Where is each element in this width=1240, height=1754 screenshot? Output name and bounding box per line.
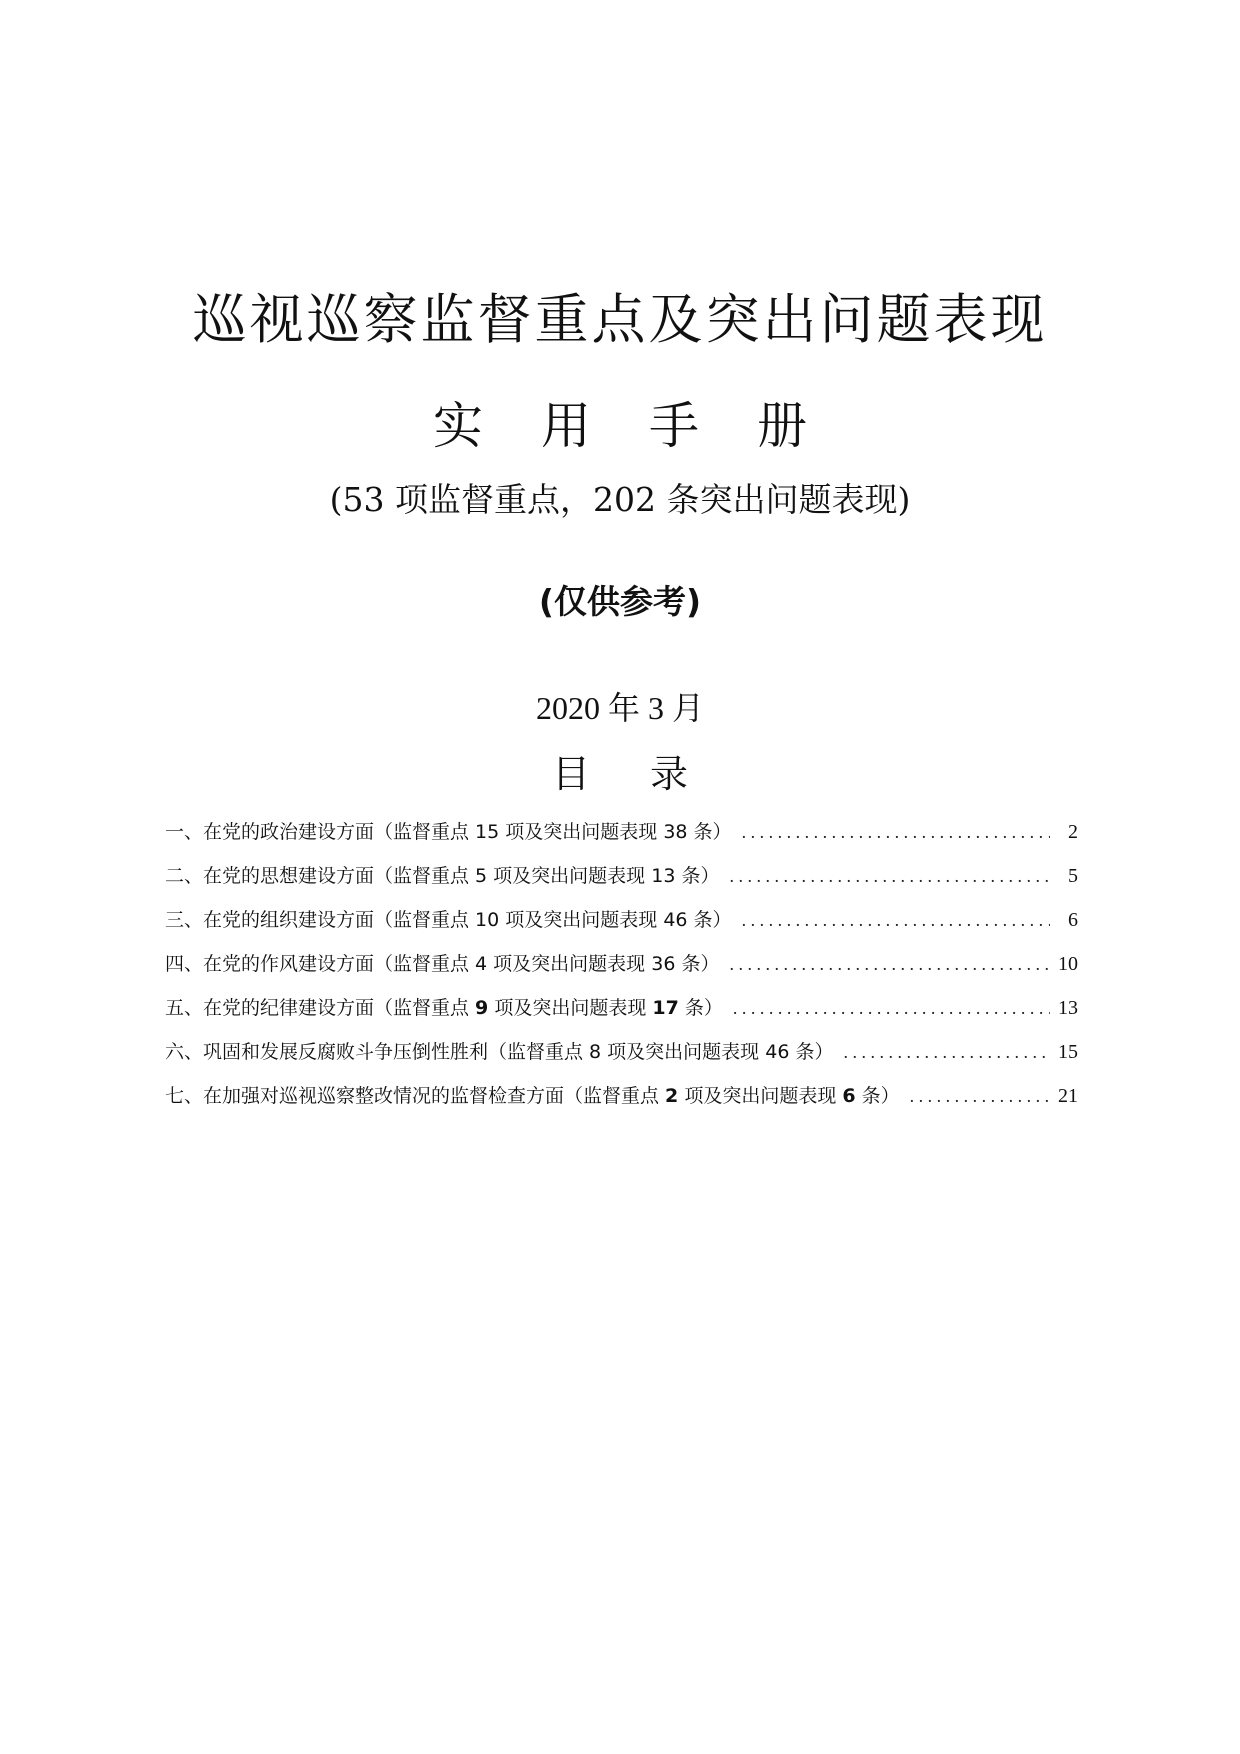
toc-leader-dots (742, 898, 1050, 942)
toc-entry-issue-count: 6 (842, 1085, 856, 1107)
toc-entry-2[interactable] (165, 854, 1078, 898)
toc-title: 目录 (551, 752, 748, 796)
toc-entry-issue-count: 46 (765, 1041, 790, 1063)
table-of-contents (165, 810, 1078, 1118)
reference-note: (仅供参考) (538, 582, 702, 621)
document-date: 2020 年 3 月 (535, 690, 704, 726)
toc-page-number: 5 (1068, 865, 1078, 887)
toc-page-number: 15 (1058, 1041, 1078, 1063)
toc-page-number: 6 (1068, 909, 1078, 931)
toc-leader-dots (910, 1074, 1050, 1118)
toc-entry-issue-count: 46 (663, 909, 688, 931)
document-title: 巡视巡察监督重点及突出问题表现 (192, 288, 1048, 351)
document-subtitle: 实用手册 (433, 397, 865, 455)
toc-entry-5[interactable] (165, 986, 1078, 1030)
toc-page-number: 10 (1058, 953, 1078, 975)
toc-entry-1[interactable] (165, 810, 1078, 854)
toc-entry-3[interactable] (165, 898, 1078, 942)
toc-leader-dots (729, 854, 1050, 898)
toc-entry-text: 二、在党的思想建设方面（监督重点 5 项及突出问题表现 13 条） (165, 865, 720, 887)
toc-page-number: 2 (1068, 821, 1078, 843)
toc-page-number: 21 (1058, 1085, 1078, 1107)
toc-entry-text: 六、巩固和发展反腐败斗争压倒性胜利（监督重点 8 项及突出问题表现 46 条） (165, 1041, 834, 1063)
toc-entry-issue-count: 17 (652, 997, 679, 1019)
toc-entry-issue-count: 38 (663, 821, 688, 843)
toc-entry-focus-count: 9 (475, 997, 489, 1019)
counts-line: (53 项监督重点，202 条突出问题表现) (329, 480, 911, 519)
toc-entry-text: 三、在党的组织建设方面（监督重点 10 项及突出问题表现 46 条） (165, 909, 732, 931)
toc-entry-issue-count: 13 (651, 865, 676, 887)
toc-entry-text: 五、在党的纪律建设方面（监督重点 9 项及突出问题表现 17 条） (165, 997, 723, 1019)
toc-entry-focus-count: 5 (475, 865, 488, 887)
toc-entry-focus-count: 2 (665, 1085, 679, 1107)
toc-leader-dots (733, 986, 1050, 1030)
toc-entry-7[interactable] (165, 1074, 1078, 1118)
toc-leader-dots (843, 1030, 1050, 1074)
toc-leader-dots (729, 942, 1050, 986)
toc-entry-focus-count: 4 (475, 953, 488, 975)
toc-entry-text: 一、在党的政治建设方面（监督重点 15 项及突出问题表现 38 条） (165, 821, 732, 843)
toc-entry-text: 四、在党的作风建设方面（监督重点 4 项及突出问题表现 36 条） (165, 953, 720, 975)
toc-entry-text: 七、在加强对巡视巡察整改情况的监督检查方面（监督重点 2 项及突出问题表现 6 条） (165, 1085, 900, 1107)
toc-entry-4[interactable] (165, 942, 1078, 986)
toc-entry-focus-count: 10 (475, 909, 500, 931)
toc-entry-issue-count: 36 (651, 953, 676, 975)
toc-entry-focus-count: 8 (589, 1041, 602, 1063)
toc-entry-focus-count: 15 (475, 821, 500, 843)
toc-entry-6[interactable] (165, 1030, 1078, 1074)
toc-leader-dots (742, 810, 1050, 854)
toc-page-number: 13 (1058, 997, 1078, 1019)
